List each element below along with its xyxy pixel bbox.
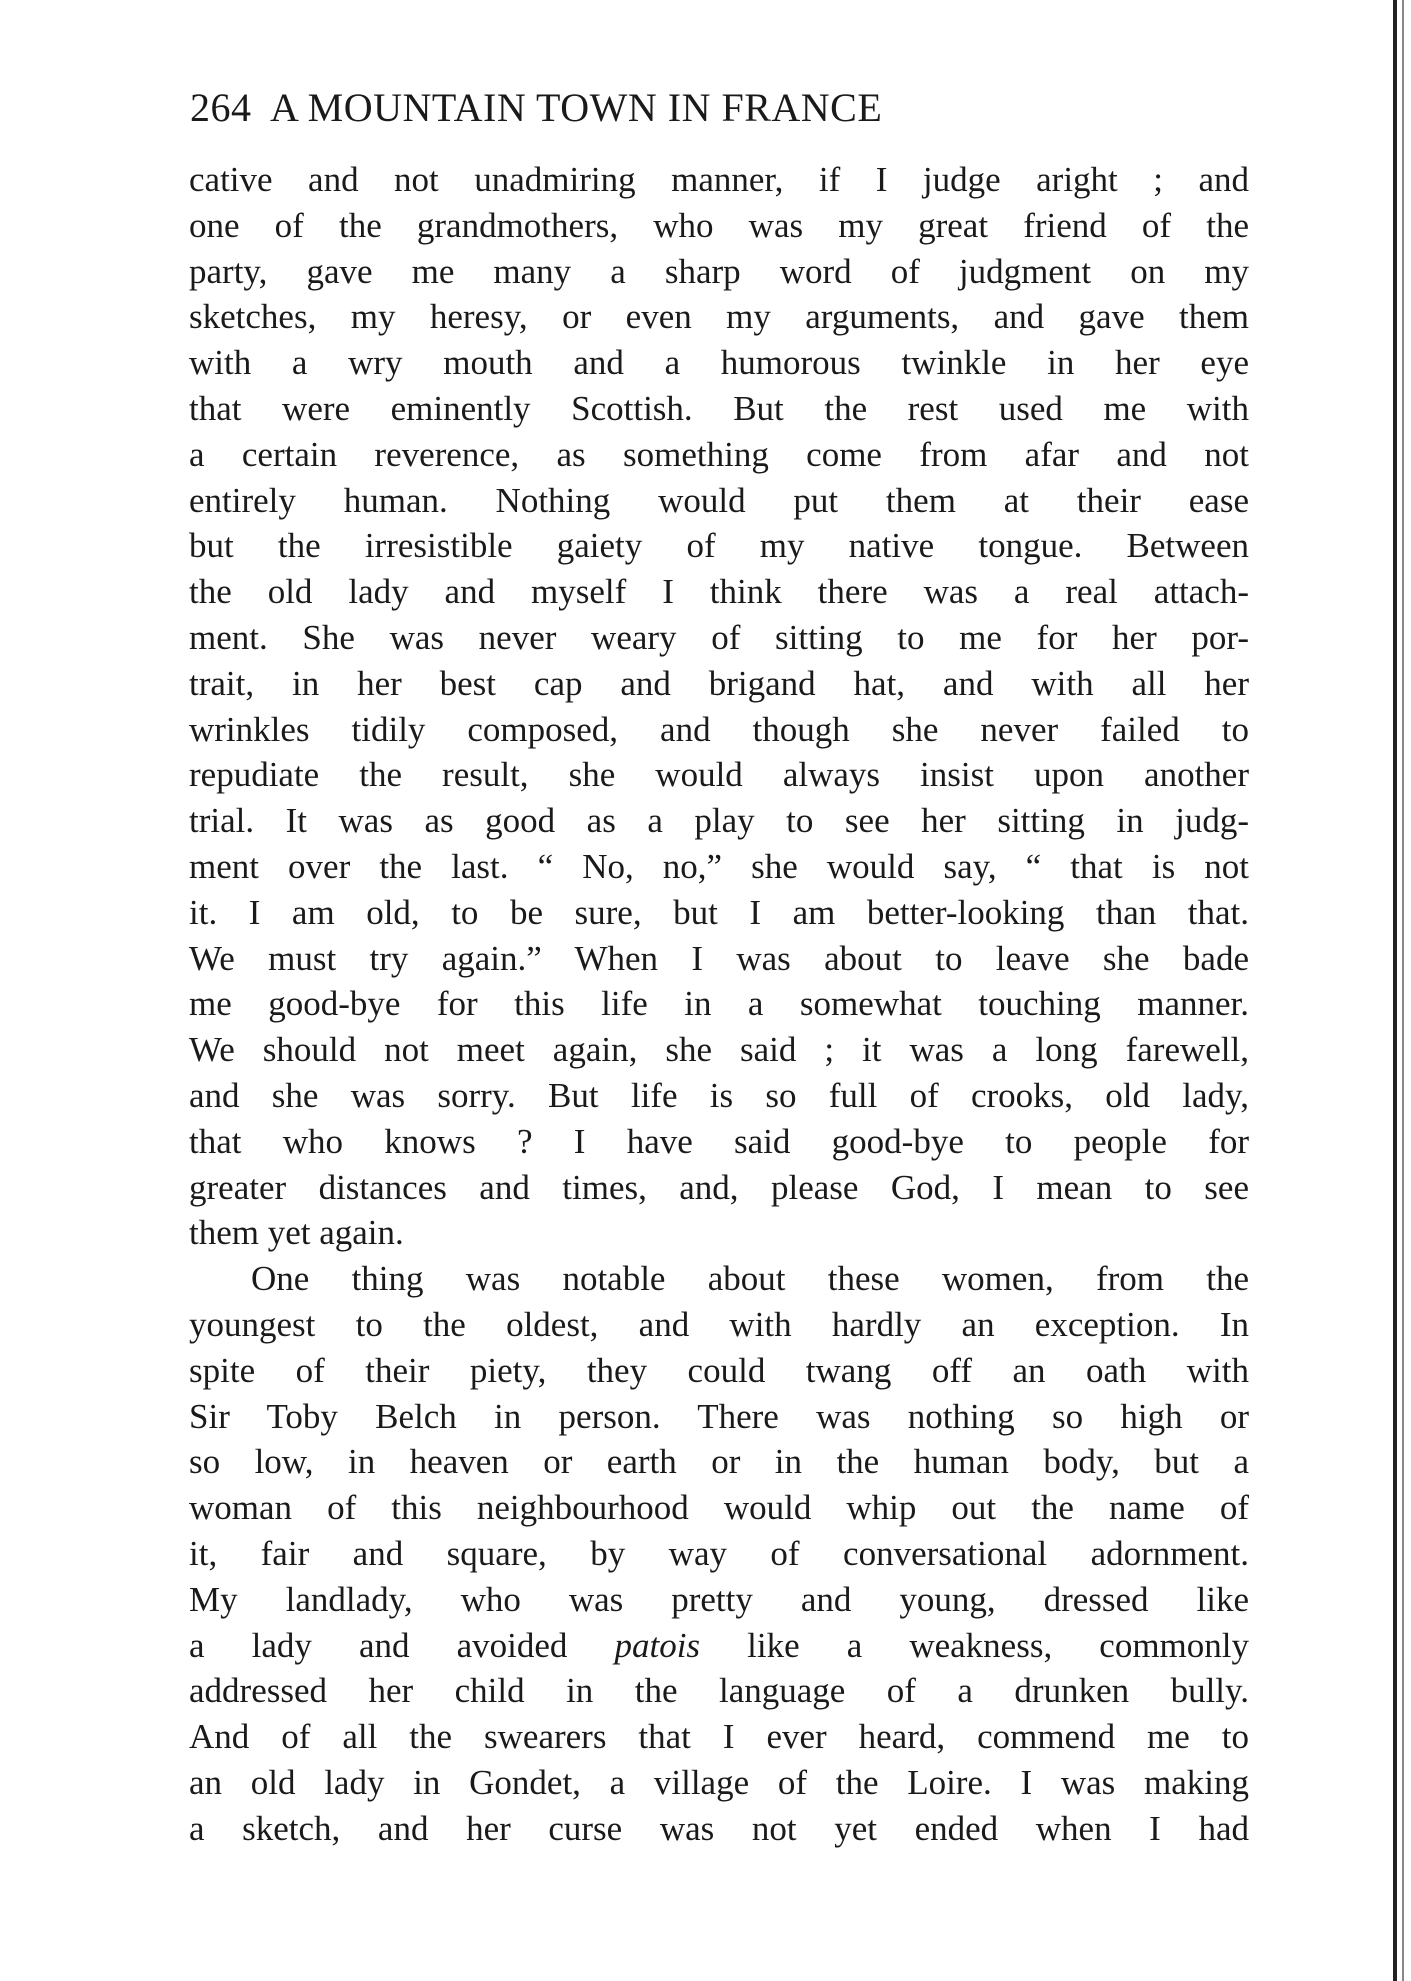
text-line: We should not meet again, she said ; it was a long farewell, [189,1030,1249,1070]
text-line: ment. She was never weary of sitting to me for her por- [189,617,1249,657]
running-title: A MOUNTAIN TOWN IN FRANCE [270,85,883,130]
text-line: repudiate the result, she would always insist upon another [189,755,1249,795]
text-line: Sir Toby Belch in person. There was nothing so high or [189,1396,1249,1436]
text-line: but the irresistible gaiety of my native tongue. Between [189,526,1249,566]
text-segment: a lady and avoided [189,1625,615,1665]
text-line: trait, in her best cap and brigand hat, and with all her [189,663,1249,703]
text-line [189,1623,1249,1669]
text-line: sketches, my heresy, or even my arguments, and gave them [189,297,1249,337]
text-line: youngest to the oldest, and with hardly an exception. In [189,1304,1249,1344]
text-line: My landlady, who was pretty and young, dressed like [189,1579,1249,1619]
text-line: trial. It was as good as a play to see her sitting in judg- [189,801,1249,841]
page-body [189,157,1249,1851]
page-edge-shadow [1402,0,1404,1981]
text-line: an old lady in Gondet, a village of the Loire. I was making [189,1762,1249,1802]
text-line: so low, in heaven or earth or in the human body, but a [189,1442,1249,1482]
text-line: And of all the swearers that I ever heard, commend me to [189,1717,1249,1757]
text-line: and she was sorry. But life is so full of crooks, old lady, [189,1075,1249,1115]
paragraph-2 [189,1256,1249,1622]
text-line: wrinkles tidily composed, and though she never failed to [189,709,1249,749]
text-line: a certain reverence, as something come from afar and not [189,434,1249,474]
text-line: with a wry mouth and a humorous twinkle in her eye [189,343,1249,383]
text-line: We must try again.” When I was about to leave she bade [189,938,1249,978]
paragraph-2-continued [189,1668,1249,1851]
italic-word: patois [614,1625,701,1665]
page-number: 264 [190,85,252,130]
running-header [190,84,1250,131]
text-line: woman of this neighbourhood would whip out the name of [189,1488,1249,1528]
text-line: party, gave me many a sharp word of judgment on my [189,251,1249,291]
text-line: addressed her child in the language of a drunken bully. [189,1671,1249,1711]
text-line: it. I am old, to be sure, but I am better-looking than that. [189,892,1249,932]
text-line: it, fair and square, by way of conversational adornment. [189,1533,1249,1573]
text-line: spite of their piety, they could twang off an oath with [189,1350,1249,1390]
text-line: one of the grandmothers, who was my great friend of the [189,205,1249,245]
paragraph-1 [189,157,1249,1256]
text-line: One thing was notable about these women, from the [251,1259,1249,1299]
text-line: that who knows ? I have said good-bye to people for [189,1121,1249,1161]
text-line: ment over the last. “ No, no,” she would say, “ that is not [189,846,1249,886]
text-line: them yet again. [189,1213,404,1253]
text-line: a sketch, and her curse was not yet ended when I had [189,1808,1249,1848]
text-line: me good-bye for this life in a somewhat touching manner. [189,984,1249,1024]
text-segment: like a weakness, commonly [700,1625,1249,1665]
text-line: the old lady and myself I think there was a real attach- [189,572,1249,612]
text-line: that were eminently Scottish. But the rest used me with [189,388,1249,428]
page-edge [1393,0,1397,1981]
text-line: cative and not unadmiring manner, if I judge aright ; and [189,160,1249,199]
text-line: greater distances and times, and, please God, I mean to see [189,1167,1249,1207]
text-line: entirely human. Nothing would put them at their ease [189,480,1249,520]
